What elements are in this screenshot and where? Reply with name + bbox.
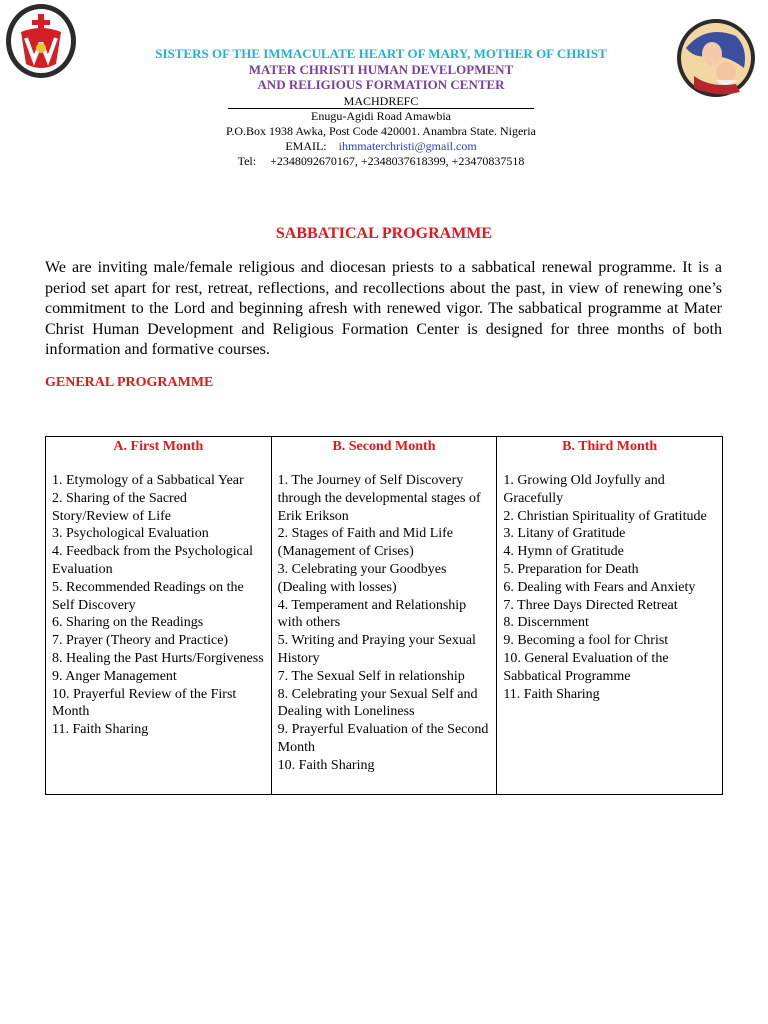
- third-month-list: [497, 456, 722, 703]
- list-item: 5. Writing and Praying your Sexual History: [277, 633, 476, 666]
- list-item: 1. The Journey of Self Discovery through the developmental stages of Erik Erikson: [277, 473, 481, 524]
- intro-paragraph: We are inviting male/female religious and diocesan priests to a sabbatical renewal programme. It is a period set apart for rest, retreat, reflections, and recollections about the past, in view of renewing one’s commitment to the Lord and beginning afresh with renewed vigor. The sabbatical programme at Mater Christ Human Development and Religious Formation Center is designed for three months of both information and formative courses.: [45, 259, 722, 359]
- list-item: 2. Sharing of the Sacred Story/Review of Life: [52, 490, 187, 524]
- second-month-list: [272, 456, 497, 775]
- center-acronym: MACHDREFC: [228, 95, 534, 109]
- telephone-line: [100, 154, 662, 169]
- first-month-column: [46, 456, 272, 795]
- programme-header-row: [46, 437, 723, 457]
- list-item: 10. Prayerful Review of the First Month: [52, 686, 237, 720]
- list-item: 10. General Evaluation of the Sabbatical Programme: [503, 650, 669, 684]
- list-item: 7. The Sexual Self in relationship: [277, 668, 465, 684]
- madonna-and-child-icon: [676, 18, 756, 98]
- list-item: 4. Feedback from the Psychological Evaluation: [52, 544, 254, 577]
- list-item: 3. Litany of Gratitude: [503, 526, 626, 542]
- list-item: 9. Becoming a fool for Christ: [503, 633, 669, 649]
- general-programme-heading: GENERAL PROGRAMME: [45, 375, 214, 390]
- telephone-numbers: +2348092670167, +2348037618399, +23470837518: [270, 153, 525, 168]
- telephone-label: Tel:: [237, 153, 257, 168]
- list-item: 11. Faith Sharing: [52, 722, 149, 738]
- congregation-emblem-icon: [4, 2, 78, 80]
- list-item: 3. Celebrating your Goodbyes (Dealing with losses): [277, 561, 447, 595]
- list-item: 9. Prayerful Evaluation of the Second Month: [277, 722, 489, 755]
- third-month-column: [497, 456, 723, 795]
- email-link[interactable]: ihmmaterchristi@gmail.com: [338, 138, 477, 153]
- second-month-heading: B. Second Month: [271, 437, 497, 457]
- list-item: 5. Recommended Readings on the Self Discovery: [52, 579, 244, 613]
- list-item: 4. Temperament and Relationship with others: [277, 597, 467, 631]
- list-item: 1. Growing Old Joyfully and Gracefully: [503, 473, 665, 506]
- email-label: EMAIL:: [285, 138, 327, 153]
- list-item: 6. Sharing on the Readings: [52, 615, 204, 631]
- list-item: 4. Hymn of Gratitude: [503, 544, 624, 560]
- list-item: 2. Christian Spirituality of Gratitude: [503, 508, 707, 524]
- center-name-line1: MATER CHRISTI HUMAN DEVELOPMENT: [248, 61, 514, 77]
- list-item: 2. Stages of Faith and Mid Life (Management of Crises): [277, 526, 454, 560]
- list-item: 3. Psychological Evaluation: [52, 526, 209, 542]
- congregation-name: SISTERS OF THE IMMACULATE HEART OF MARY, MOTHER OF CHRIST: [155, 46, 607, 61]
- second-month-column: [271, 456, 497, 795]
- address-line: Enugu-Agidi Road Amawbia: [311, 108, 451, 123]
- postal-address: P.O.Box 1938 Awka, Post Code 420001. Anambra State. Nigeria: [226, 123, 536, 138]
- list-item: 8. Celebrating your Sexual Self and Dealing with Loneliness: [277, 686, 478, 720]
- list-item: 8. Healing the Past Hurts/Forgiveness: [52, 650, 264, 666]
- list-item: 10. Faith Sharing: [277, 757, 375, 773]
- center-name-line2: AND RELIGIOUS FORMATION CENTER: [257, 77, 505, 92]
- programme-body-row: [46, 456, 723, 795]
- list-item: 7. Prayer (Theory and Practice): [52, 633, 229, 649]
- first-month-heading: A. First Month: [46, 437, 272, 457]
- list-item: 6. Dealing with Fears and Anxiety: [503, 579, 696, 595]
- list-item: 9. Anger Management: [52, 668, 177, 684]
- page-title: SABBATICAL PROGRAMME: [275, 225, 493, 242]
- list-item: 8. Discernment: [503, 615, 589, 631]
- letterhead: [100, 46, 662, 169]
- list-item: 11. Faith Sharing: [503, 686, 600, 702]
- programme-table: [45, 436, 723, 795]
- list-item: 1. Etymology of a Sabbatical Year: [52, 473, 244, 488]
- email-line: [100, 139, 662, 154]
- list-item: 5. Preparation for Death: [503, 561, 639, 577]
- first-month-list: [46, 456, 271, 739]
- third-month-heading: B. Third Month: [497, 437, 723, 457]
- list-item: 7. Three Days Directed Retreat: [503, 597, 678, 613]
